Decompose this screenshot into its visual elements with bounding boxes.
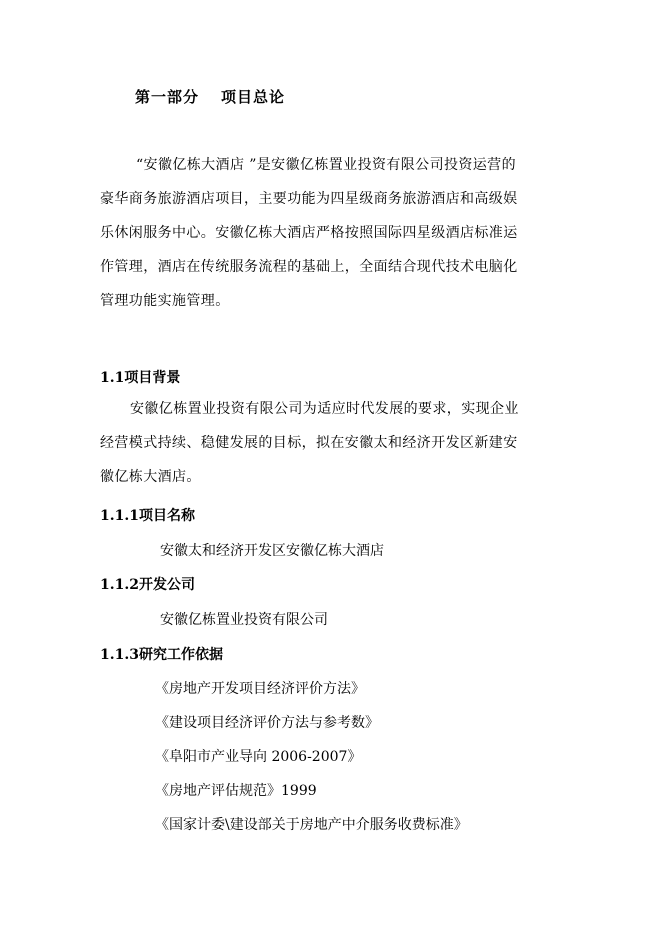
intro-line-2: 豪华商务旅游酒店项目，主要功能为四星级商务旅游酒店和高级娱 (100, 191, 518, 207)
reference-item: 《建设项目经济评价方法与参考数》 (155, 715, 379, 731)
intro-line-1: “安徽亿栋大酒店 ”是安徽亿栋置业投资有限公司投资运营的 (136, 157, 516, 173)
section-1-1-1-heading: 1.1.1项目名称 (100, 508, 195, 524)
title-name: 项目总论 (221, 88, 286, 106)
section-1-1-line-2: 经营模式持续、稳健发展的目标，拟在安徽太和经济开发区新建安 (100, 435, 518, 451)
reference-item: 《房地产评估规范》1999 (155, 783, 317, 799)
intro-line-5: 管理功能实施管理。 (100, 293, 230, 309)
reference-item: 《阜阳市产业导向 2006-2007》 (155, 749, 362, 765)
section-1-1-3-heading: 1.1.3研究工作依据 (100, 647, 223, 663)
reference-item: 《房地产开发项目经济评价方法》 (155, 681, 365, 697)
section-1-1-line-3: 徽亿栋大酒店。 (100, 469, 201, 485)
title-part: 第一部分 (135, 88, 200, 106)
page-title (135, 86, 285, 107)
project-name: 安徽太和经济开发区安徽亿栋大酒店 (160, 543, 384, 559)
reference-item: 《国家计委\建设部关于房地产中介服务收费标准》 (155, 817, 468, 833)
developer-name: 安徽亿栋置业投资有限公司 (160, 612, 328, 628)
intro-line-4: 作管理，酒店在传统服务流程的基础上，全面结合现代技术电脑化 (100, 259, 518, 275)
intro-line-3: 乐休闲服务中心。安徽亿栋大酒店严格按照国际四星级酒店标准运 (100, 225, 518, 241)
section-1-1-heading: 1.1项目背景 (100, 370, 181, 386)
section-1-1-line-1: 安徽亿栋置业投资有限公司为适应时代发展的要求，实现企业 (130, 401, 519, 417)
section-1-1-2-heading: 1.1.2开发公司 (100, 577, 195, 593)
